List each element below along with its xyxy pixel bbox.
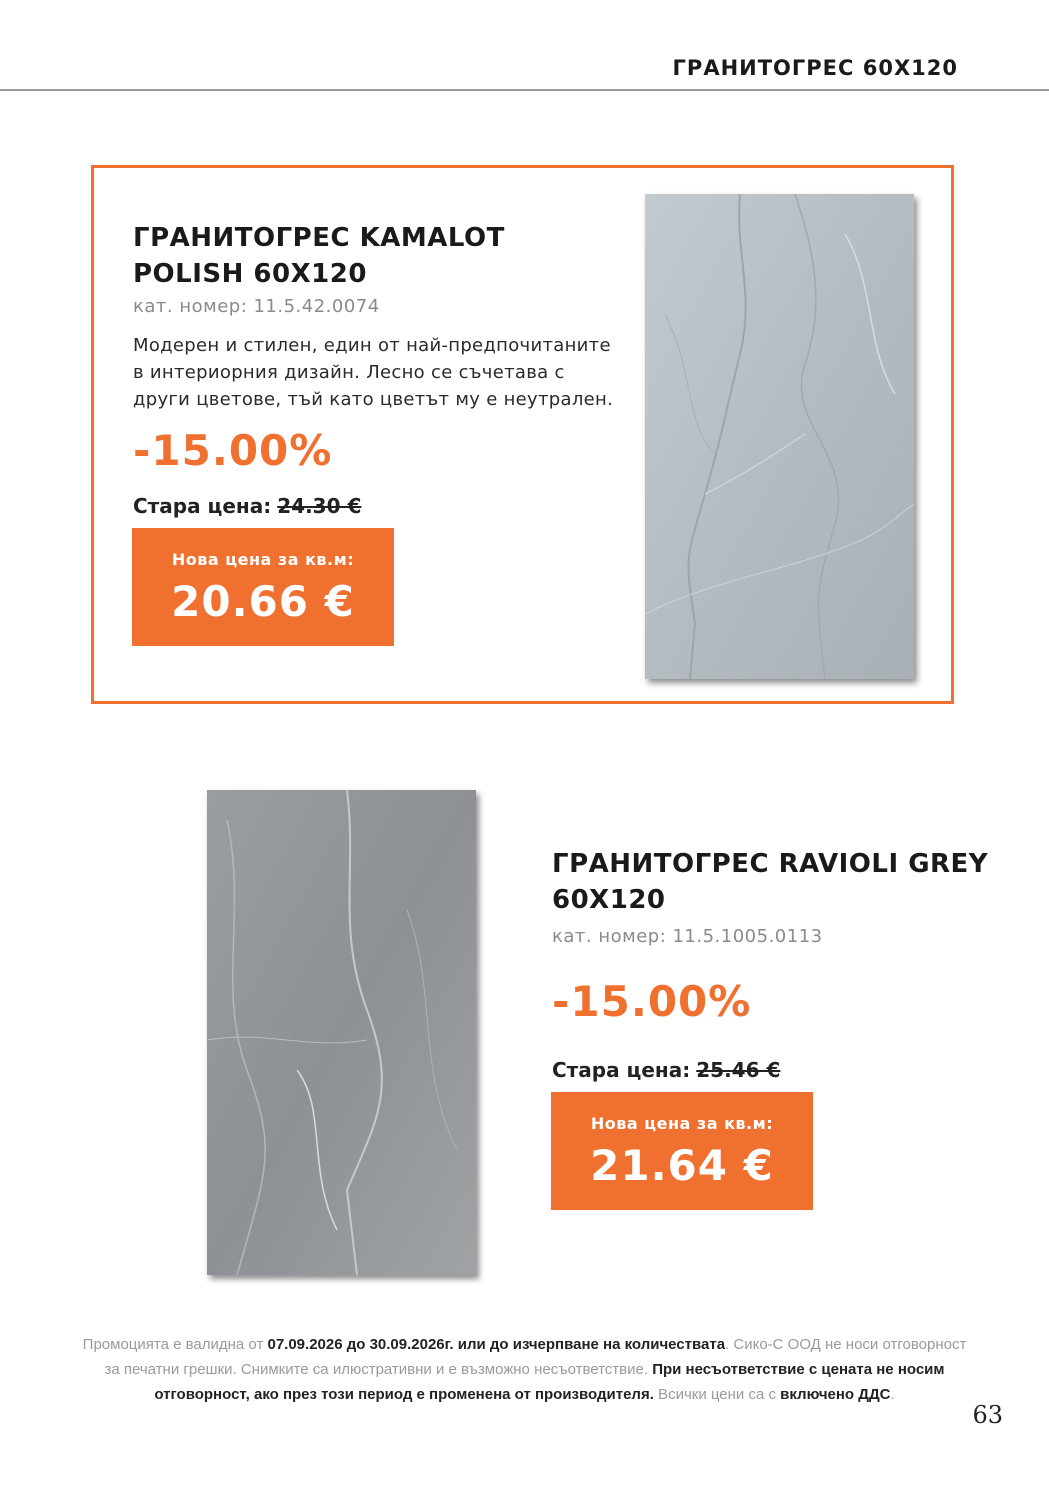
new-price-label: Нова цена за кв.м:: [171, 550, 355, 569]
old-price: [133, 494, 361, 518]
product-title: [552, 846, 988, 918]
product-title-line1: ГРАНИТОГРЕС KAMALOT: [133, 223, 505, 253]
disclaimer-bold: включено ДДС: [780, 1386, 891, 1403]
disclaimer-bold: 07.09.2026 до 30.09.2026г. или до изчерпване на количествата: [267, 1336, 726, 1353]
old-price-value: 24.30 €: [277, 494, 362, 518]
section-title: ГРАНИТОГРЕС 60X120: [672, 56, 958, 80]
old-price-value: 25.46 €: [696, 1058, 781, 1082]
disclaimer: [40, 1332, 1009, 1407]
old-price: [552, 1058, 780, 1082]
old-price-label: Стара цена:: [133, 494, 272, 518]
new-price-value: 20.66 €: [171, 577, 355, 626]
page-number: 63: [972, 1401, 1003, 1429]
new-price-label: Нова цена за кв.м:: [590, 1114, 774, 1133]
product-title-line2: 60X120: [552, 885, 666, 915]
new-price-box: [132, 528, 394, 646]
product-title-line2: POLISH 60X120: [133, 259, 367, 289]
disclaimer-text: за печатни грешки. Снимките са илюстративни и е възможно несъответствие.: [104, 1361, 653, 1378]
disclaimer-text: Всички цени са с: [653, 1386, 781, 1403]
catalog-number: кат. номер: 11.5.42.0074: [133, 296, 380, 317]
old-price-label: Стара цена:: [552, 1058, 691, 1082]
discount-badge: -15.00%: [133, 426, 333, 475]
disclaimer-bold: отговорност, ако през този период е променена от производителя.: [154, 1386, 654, 1403]
disclaimer-bold: При несъответствие с цената не носим: [652, 1361, 945, 1378]
product-description: [133, 332, 613, 413]
discount-badge: -15.00%: [552, 977, 752, 1026]
disclaimer-text: . Сико-С ООД не носи отговорност: [725, 1336, 967, 1353]
product-title-line1: ГРАНИТОГРЕС RAVIOLI GREY: [552, 849, 989, 879]
new-price-box: [551, 1092, 813, 1210]
disclaimer-text: Промоцията е валидна от: [82, 1336, 268, 1353]
header-divider: [0, 89, 1049, 91]
catalog-number: кат. номер: 11.5.1005.0113: [552, 926, 823, 947]
description-line: в интериорния дизайн. Лесно се съчетава с: [133, 362, 565, 383]
description-line: други цветове, тъй като цветът му е неутрален.: [133, 389, 614, 410]
new-price-value: 21.64 €: [590, 1141, 774, 1190]
disclaimer-text: .: [890, 1386, 895, 1403]
tile-image-kamalot: [645, 194, 914, 679]
tile-image-ravioli-grey: [207, 790, 476, 1275]
product-title: [133, 220, 505, 292]
description-line: Модерен и стилен, един от най-предпочитаните: [133, 335, 611, 356]
